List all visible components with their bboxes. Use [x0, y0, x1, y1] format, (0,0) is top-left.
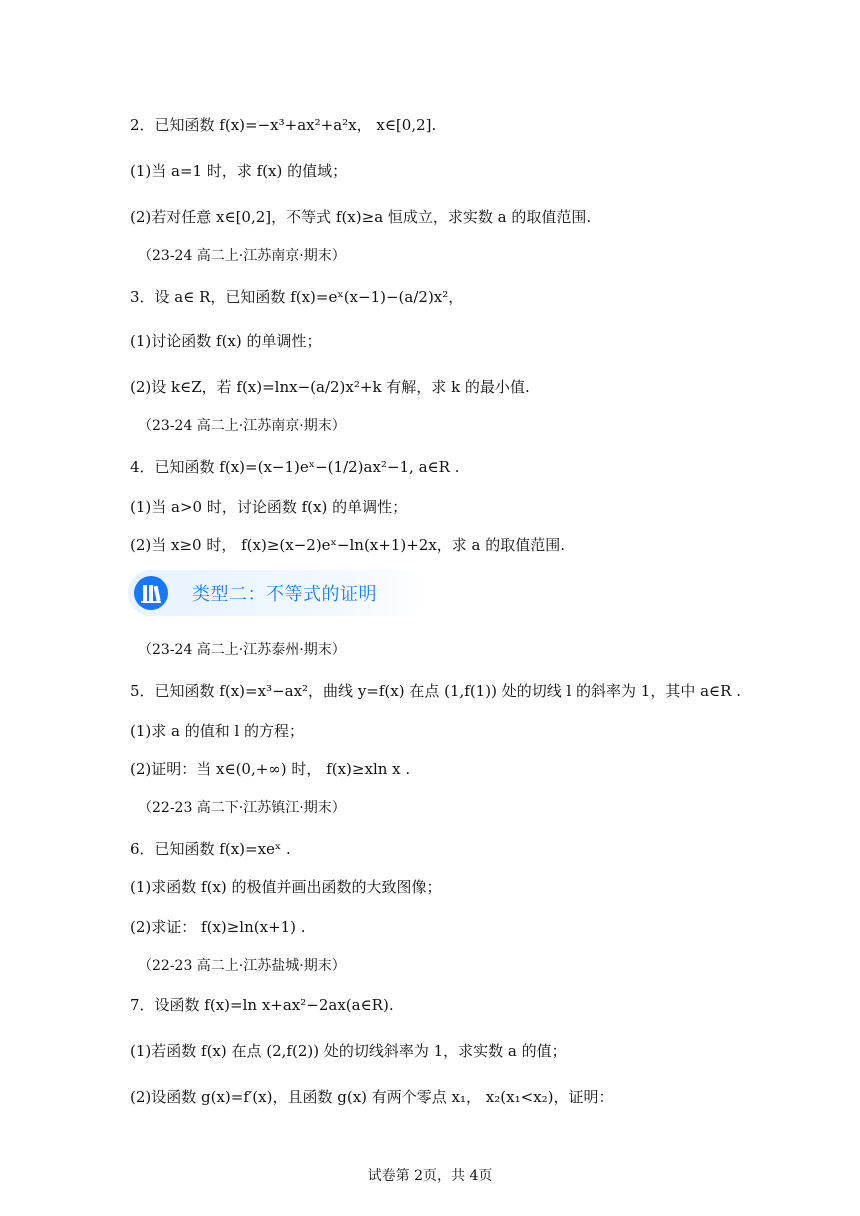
q6-part2: (2)求证： f(x)≥ln(x+1) .	[130, 918, 306, 936]
q3-part1: (1)讨论函数 f(x) 的单调性；	[130, 332, 322, 350]
q4-stem: 4．已知函数 f(x)=(x−1)eˣ−(1/2)ax²−1, a∈R .	[130, 458, 460, 476]
q7-stem: 7．设函数 f(x)=ln x+ax²−2ax(a∈R).	[130, 996, 394, 1014]
q3-stem: 3．设 a∈ R，已知函数 f(x)=eˣ(x−1)−(a/2)x²，	[130, 288, 464, 306]
q2-part1: (1)当 a=1 时，求 f(x) 的值域；	[130, 162, 348, 180]
q4-part1: (1)当 a>0 时，讨论函数 f(x) 的单调性；	[130, 498, 408, 516]
q5-part2: (2)证明：当 x∈(0,+∞) 时， f(x)≥xln x .	[130, 760, 411, 778]
q7-part2: (2)设函数 g(x)=f′(x)，且函数 g(x) 有两个零点 x₁， x₂(x₁<x₂)，证明：	[130, 1088, 614, 1106]
q2-stem: 2．已知函数 f(x)=−x³+ax²+a²x， x∈[0,2].	[130, 116, 437, 134]
q4-source: （23-24 高二上·江苏南京·期末）	[138, 418, 346, 434]
section-banner	[128, 570, 428, 616]
q5-stem: 5．已知函数 f(x)=x³−ax²，曲线 y=f(x) 在点 (1,f(1)) 处的切线 l 的斜率为 1，其中 a∈R .	[130, 682, 741, 700]
q5-part1: (1)求 a 的值和 l 的方程；	[130, 722, 305, 740]
q4-part2: (2)当 x≥0 时， f(x)≥(x−2)eˣ−ln(x+1)+2x，求 a 的取值范围.	[130, 536, 566, 554]
q7-part1: (1)若函数 f(x) 在点 (2,f(2)) 处的切线斜率为 1，求实数 a 的值；	[130, 1042, 567, 1060]
q3-part2: (2)设 k∈Z，若 f(x)=lnx−(a/2)x²+k 有解，求 k 的最小值.	[130, 378, 530, 396]
q6-part1: (1)求函数 f(x) 的极值并画出函数的大致图像；	[130, 878, 442, 896]
q7-source: （22-23 高二上·江苏盐城·期末）	[138, 958, 346, 974]
books-icon	[134, 576, 168, 610]
q3-source: （23-24 高二上·江苏南京·期末）	[138, 248, 346, 264]
q6-source: （22-23 高二下·江苏镇江·期末）	[138, 800, 346, 816]
q5-source: （23-24 高二上·江苏泰州·期末）	[138, 642, 346, 658]
section-title: 类型二：不等式的证明	[192, 584, 377, 605]
q2-part2: (2)若对任意 x∈[0,2]，不等式 f(x)≥a 恒成立，求实数 a 的取值范围.	[130, 208, 592, 226]
page-footer: 试卷第 2页，共 4页	[367, 1168, 493, 1184]
q6-stem: 6．已知函数 f(x)=xeˣ .	[130, 840, 291, 858]
